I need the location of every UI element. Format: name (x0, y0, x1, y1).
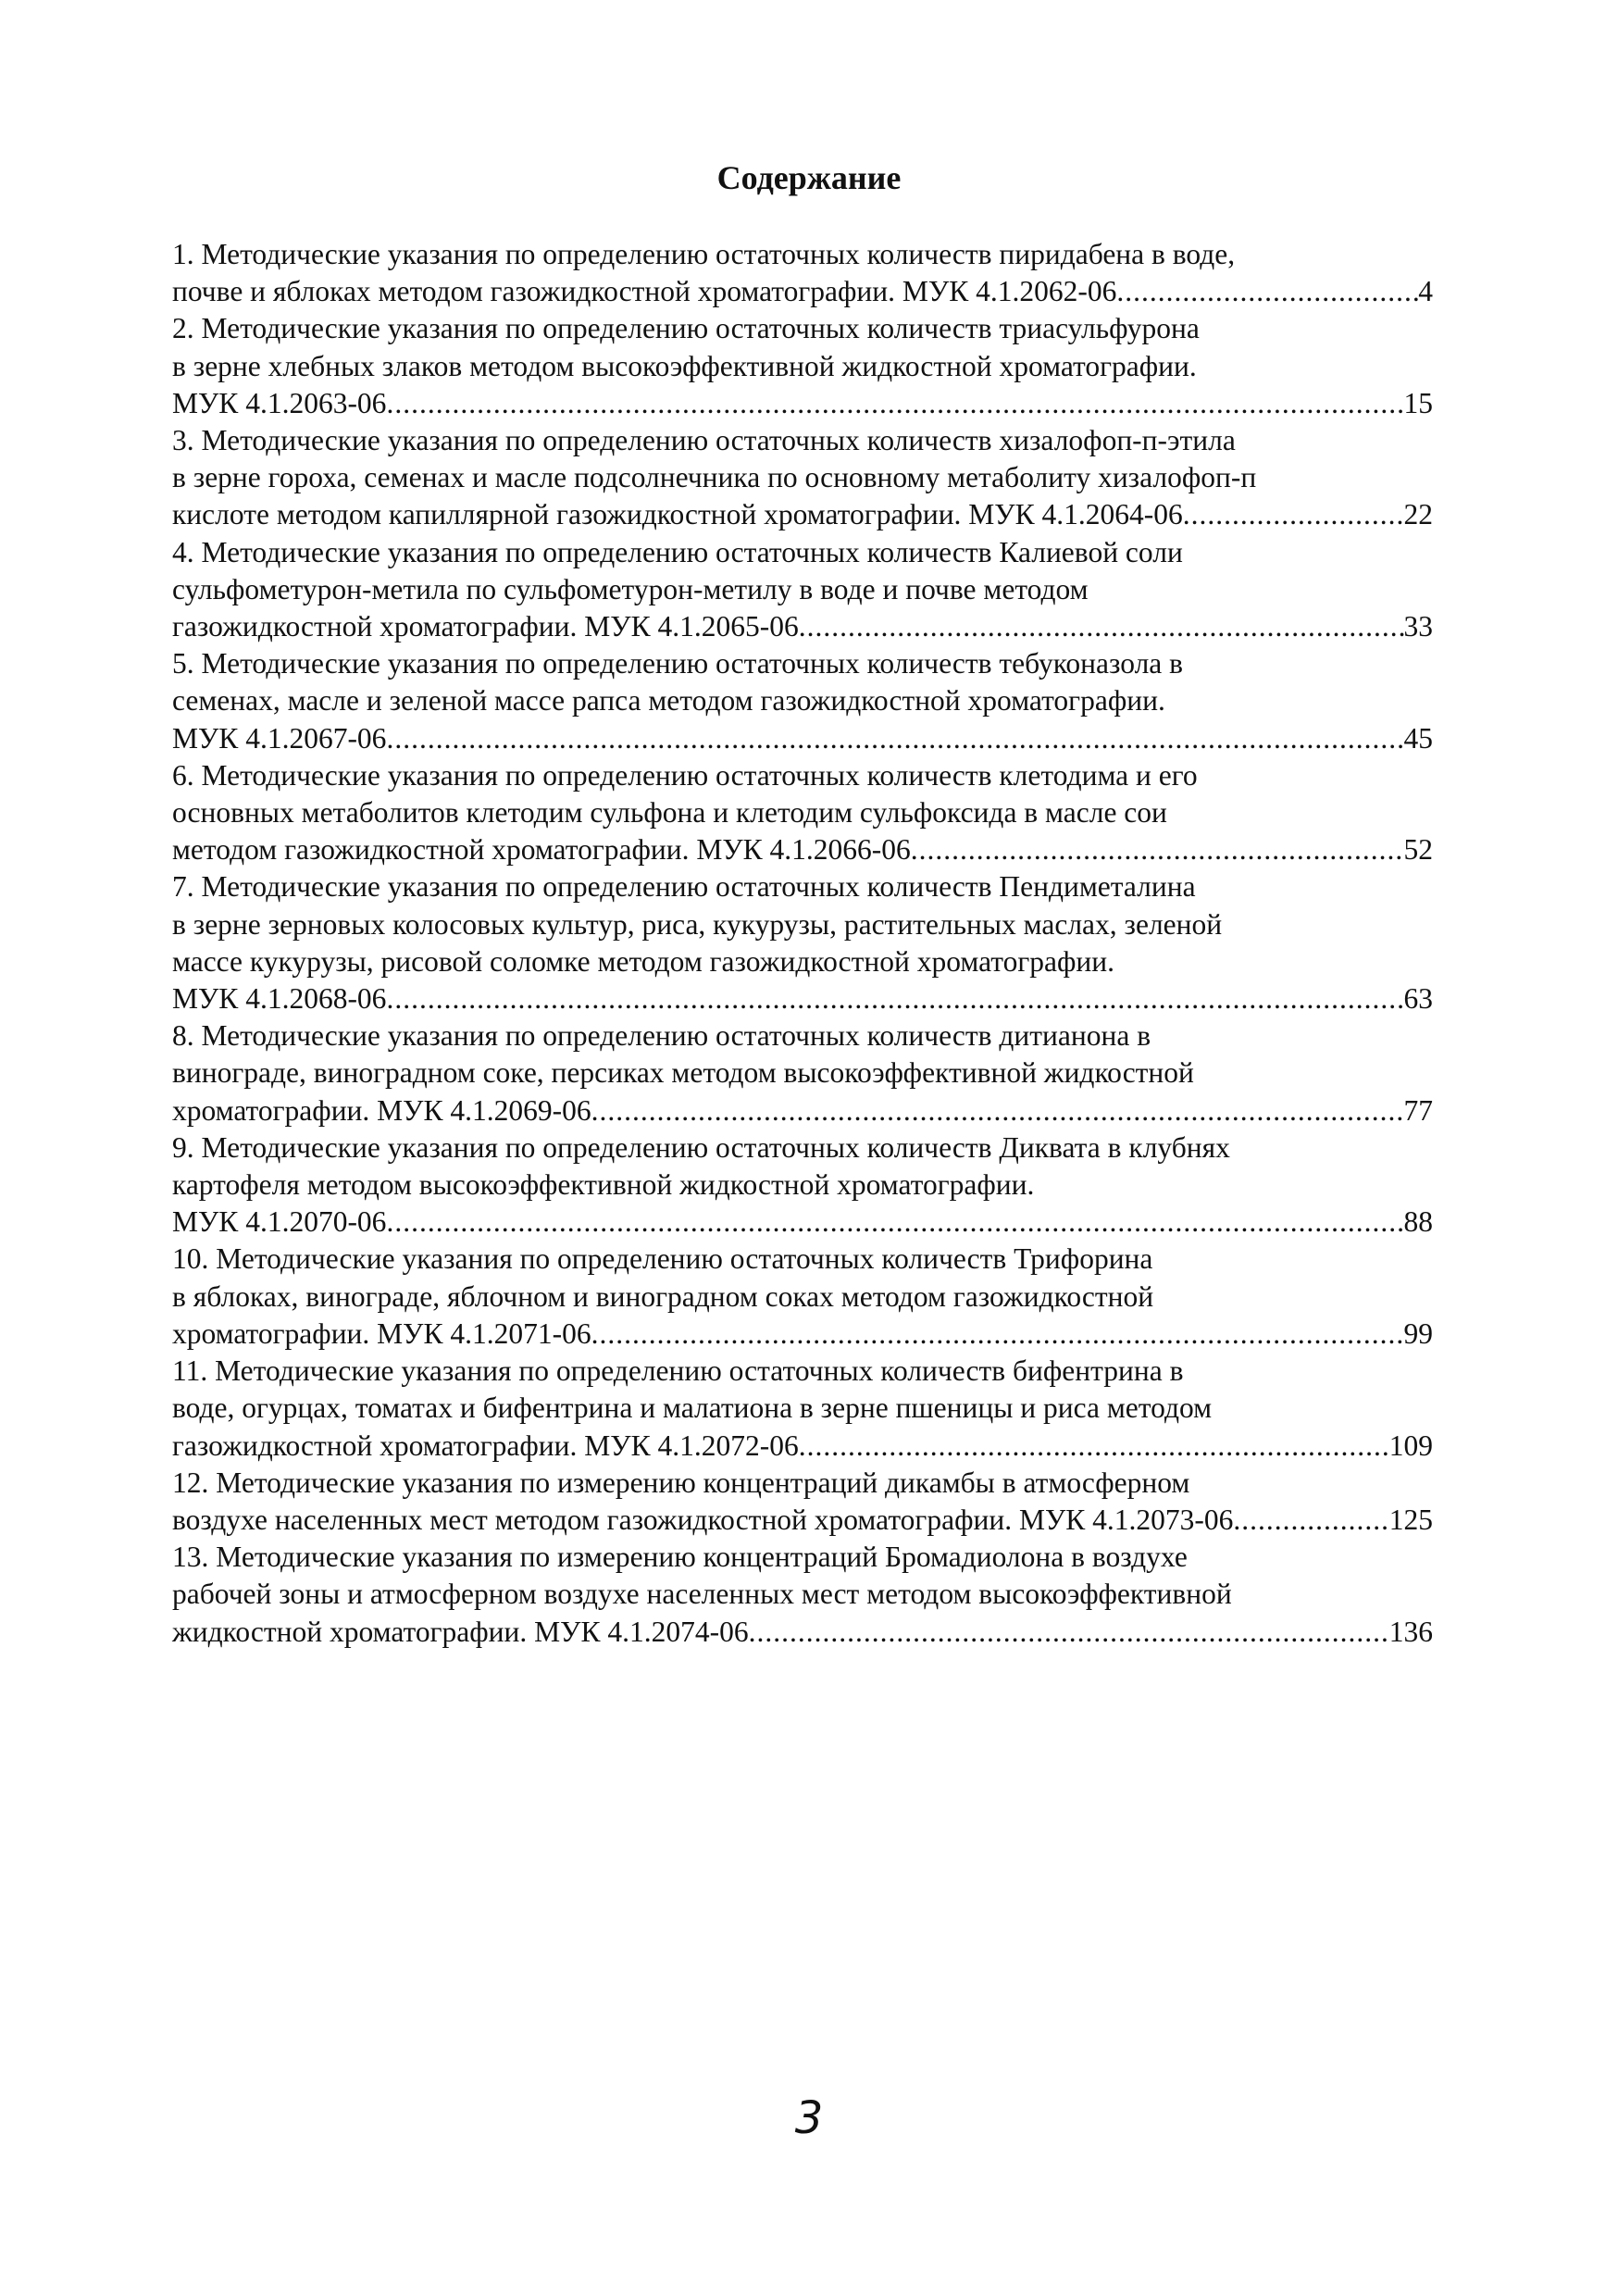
toc-page-number: 63 (1403, 982, 1433, 1016)
toc-entry-last-line (172, 496, 1433, 533)
toc-entry-text-line: 10. Методические указания по определению остаточных количеств Трифорина (172, 1242, 1153, 1276)
toc-page-number: 77 (1403, 1093, 1433, 1127)
toc-entry-text-line: 5. Методические указания по определению остаточных количеств тебуконазола в (172, 647, 1184, 680)
toc-entry-6 (172, 757, 1433, 869)
toc-page-number: 15 (1403, 386, 1433, 419)
toc-entry-last-line (172, 720, 1433, 757)
toc-entry-11 (172, 1353, 1433, 1465)
toc-entry-text-line: 13. Методические указания по измерению концентраций Бромадиолона в воздухе (172, 1541, 1188, 1574)
toc-entry-text-line: 3. Методические указания по определению остаточных количеств хизалофоп-п-этила (172, 424, 1236, 457)
toc-entry-8 (172, 1017, 1433, 1129)
toc-entry-7 (172, 868, 1433, 1017)
toc-entry-text-line: МУК 4.1.2068-06 (172, 982, 387, 1016)
toc-entry-text-line: кислоте методом капиллярной газожидкостной хроматографии. МУК 4.1.2064-06 (172, 498, 1183, 531)
toc-entry-5 (172, 645, 1433, 757)
toc-entry-text-line: в зерне гороха, семенах и масле подсолнечника по основному метаболиту хизалофоп-п (172, 461, 1257, 494)
dot-leader (386, 385, 1403, 422)
toc-entry-text-line: массе кукурузы, рисовой соломке методом газожидкостной хроматографии. (172, 944, 1115, 978)
toc-entry-text-line: 4. Методические указания по определению остаточных количеств Калиевой соли (172, 535, 1183, 568)
toc-entry-9 (172, 1129, 1433, 1242)
dot-leader (591, 1316, 1404, 1353)
toc-entry-last-line (172, 273, 1433, 310)
toc-entry-2 (172, 310, 1433, 422)
toc-entry-text-line: 11. Методические указания по определению остаточных количеств бифентрина в (172, 1354, 1184, 1388)
toc-entry-text-line: воде, огурцах, томатах и бифентрина и малатиона в зерне пшеницы и риса методом (172, 1391, 1213, 1425)
toc-entry-last-line (172, 1614, 1433, 1651)
dot-leader (911, 831, 1404, 868)
toc-entry-12 (172, 1465, 1433, 1539)
toc-entry-text-line: в зерне хлебных злаков методом высокоэффективной жидкостной хроматографии. (172, 349, 1197, 382)
toc-page-number: 99 (1403, 1316, 1433, 1350)
toc-entry-text-line: основных метаболитов клетодим сульфона и клетодим сульфоксида в масле сои (172, 796, 1167, 830)
toc-entry-3 (172, 422, 1433, 534)
toc-entry-last-line (172, 1428, 1433, 1465)
dot-leader (1116, 273, 1418, 310)
toc-entry-text-line: 9. Методические указания по определению остаточных количеств Диквата в клубнях (172, 1130, 1230, 1164)
toc-entry-last-line (172, 980, 1433, 1017)
toc-page-number: 52 (1403, 833, 1433, 867)
dot-leader (386, 720, 1403, 757)
toc-entry-text-line: 8. Методические указания по определению остаточных количеств дитианона в (172, 1019, 1151, 1053)
table-of-contents (172, 236, 1433, 1651)
dot-leader (799, 1428, 1389, 1465)
toc-entry-text-line: 6. Методические указания по определению остаточных количеств клетодима и его (172, 758, 1198, 792)
toc-entry-text-line: хроматографии. МУК 4.1.2069-06 (172, 1093, 591, 1127)
toc-entry-text-line: в яблоках, винограде, яблочном и виноградном соках методом газожидкостной (172, 1279, 1154, 1313)
page-title: Содержание (716, 159, 902, 196)
toc-page-number: 22 (1403, 498, 1433, 531)
toc-entry-text-line: МУК 4.1.2067-06 (172, 721, 387, 755)
toc-entry-text-line: картофеля методом высокоэффективной жидкостной хроматографии. (172, 1168, 1035, 1202)
toc-entry-text-line: воздухе населенных мест методом газожидкостной хроматографии. МУК 4.1.2073-06 (172, 1503, 1234, 1536)
toc-page-number: 109 (1388, 1429, 1433, 1462)
toc-page-number: 136 (1388, 1615, 1433, 1648)
toc-entry-text-line: МУК 4.1.2063-06 (172, 386, 387, 419)
toc-entry-text-line: винограде, виноградном соке, персиках методом высокоэффективной жидкостной (172, 1056, 1194, 1090)
toc-entry-text-line: 1. Методические указания по определению остаточных количеств пиридабена в воде, (172, 238, 1236, 270)
toc-entry-text-line: МУК 4.1.2070-06 (172, 1205, 387, 1239)
dot-leader (386, 980, 1403, 1017)
toc-entry-4 (172, 534, 1433, 646)
toc-entry-text-line: жидкостной хроматографии. МУК 4.1.2074-06 (172, 1615, 749, 1648)
toc-entry-text-line: газожидкостной хроматографии. МУК 4.1.2065-06 (172, 610, 799, 643)
toc-page-number: 88 (1403, 1205, 1433, 1239)
toc-entry-last-line (172, 608, 1433, 645)
dot-leader (749, 1614, 1389, 1651)
toc-entry-last-line (172, 1092, 1433, 1129)
toc-entry-last-line (172, 831, 1433, 868)
toc-entry-text-line: 2. Методические указания по определению остаточных количеств триасульфурона (172, 312, 1200, 345)
toc-entry-last-line (172, 385, 1433, 422)
dot-leader (799, 608, 1404, 645)
toc-entry-text-line: хроматографии. МУК 4.1.2071-06 (172, 1316, 591, 1350)
toc-entry-text-line: 12. Методические указания по измерению концентраций дикамбы в атмосферном (172, 1466, 1190, 1499)
toc-page-number: 125 (1388, 1503, 1433, 1536)
dot-leader (591, 1092, 1404, 1129)
toc-entry-13 (172, 1539, 1433, 1651)
dot-leader (1183, 496, 1404, 533)
toc-page-number: 33 (1403, 610, 1433, 643)
dot-leader (1233, 1502, 1388, 1539)
toc-entry-text-line: рабочей зоны и атмосферном воздухе населенных мест методом высокоэффективной (172, 1578, 1232, 1611)
page-number: 3 (794, 2092, 824, 2144)
toc-entry-text-line: в зерне зерновых колосовых культур, риса, кукурузы, растительных маслах, зеленой (172, 907, 1223, 941)
toc-entry-text-line: методом газожидкостной хроматографии. МУК 4.1.2066-06 (172, 833, 911, 867)
toc-entry-last-line (172, 1502, 1433, 1539)
toc-entry-text-line: газожидкостной хроматографии. МУК 4.1.2072-06 (172, 1429, 799, 1462)
toc-page-number: 45 (1403, 721, 1433, 755)
toc-entry-1 (172, 236, 1433, 310)
dot-leader (386, 1204, 1403, 1241)
toc-entry-text-line: сульфометурон-метила по сульфометурон-метилу в воде и почве методом (172, 572, 1089, 605)
toc-entry-text-line: 7. Методические указания по определению остаточных количеств Пендиметалина (172, 870, 1196, 904)
toc-entry-text-line: семенах, масле и зеленой массе рапса методом газожидкостной хроматографии. (172, 684, 1165, 718)
toc-page-number: 4 (1418, 275, 1433, 308)
toc-entry-last-line (172, 1204, 1433, 1241)
toc-entry-last-line (172, 1316, 1433, 1353)
toc-entry-text-line: почве и яблоках методом газожидкостной хроматографии. МУК 4.1.2062-06 (172, 275, 1117, 308)
toc-entry-10 (172, 1241, 1433, 1353)
